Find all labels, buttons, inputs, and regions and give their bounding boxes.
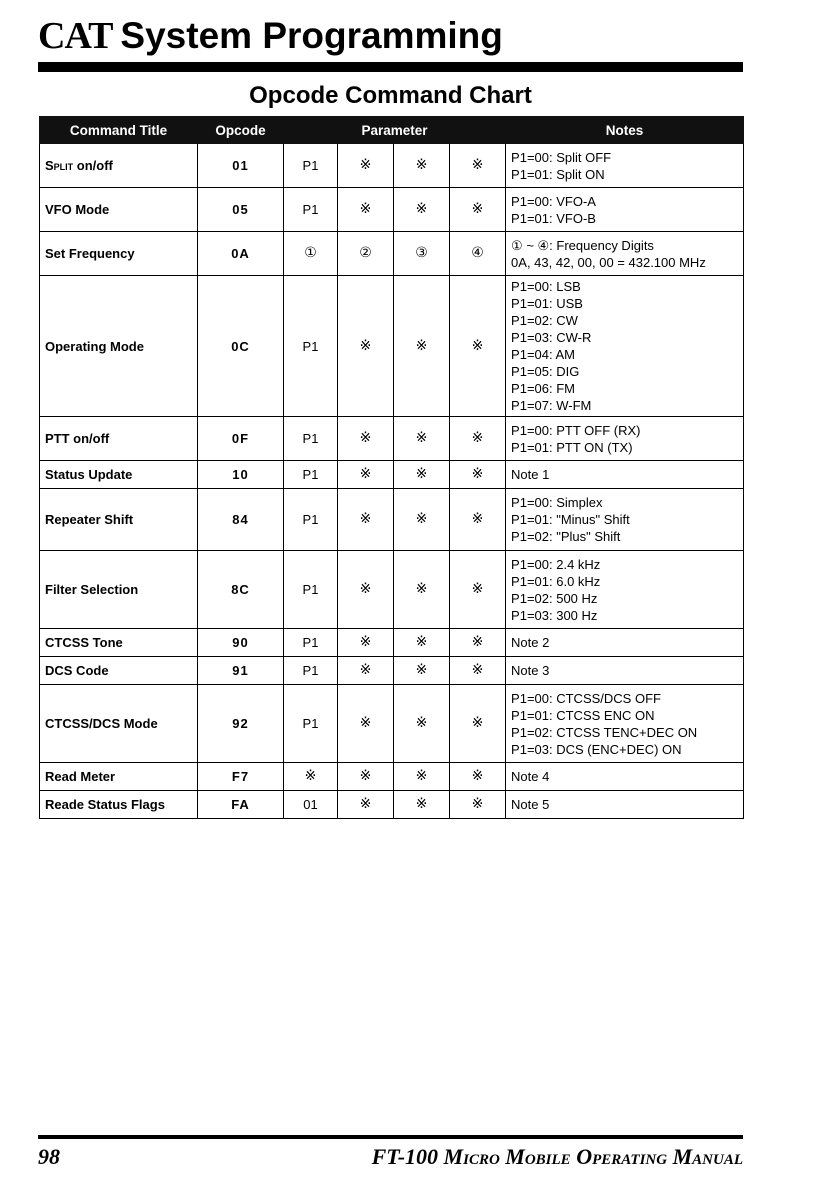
- command-title-text: VFO Mode: [45, 202, 110, 217]
- table-body: [40, 144, 744, 819]
- notes-cell: Note 1: [506, 461, 744, 489]
- notes-cell: ① ~ ④: Frequency Digits 0A, 43, 42, 00, 00 = 432.100 MHz: [506, 232, 744, 276]
- command-title-text: on/off: [73, 158, 113, 173]
- opcode-cell: 10: [198, 461, 284, 489]
- parameter-cell-1: P1: [284, 629, 338, 657]
- notes-cell: P1=00: Simplex P1=01: "Minus" Shift P1=02: "Plus" Shift: [506, 489, 744, 551]
- opcode-cell: F7: [198, 763, 284, 791]
- parameter-cell-2: ※: [338, 276, 394, 417]
- command-title-text: Status Update: [45, 467, 133, 482]
- table-row: [40, 657, 744, 685]
- parameter-cell-3: ※: [394, 629, 450, 657]
- parameter-cell-1: P1: [284, 276, 338, 417]
- command-title-text: CTCSS Tone: [45, 635, 123, 650]
- command-title-text: Repeater Shift: [45, 512, 134, 527]
- command-title-cell: [40, 791, 198, 819]
- parameter-cell-2: ※: [338, 685, 394, 763]
- parameter-cell-3: ※: [394, 188, 450, 232]
- table-row: [40, 276, 744, 417]
- parameter-cell-3: ※: [394, 791, 450, 819]
- table-row: [40, 461, 744, 489]
- notes-cell: Note 4: [506, 763, 744, 791]
- column-header-command-title: Command Title: [40, 117, 198, 144]
- opcode-cell: 0C: [198, 276, 284, 417]
- parameter-cell-1: ※: [284, 763, 338, 791]
- parameter-cell-4: ※: [450, 657, 506, 685]
- command-title-cell: [40, 276, 198, 417]
- command-title-cell: [40, 657, 198, 685]
- parameter-cell-3: ※: [394, 144, 450, 188]
- opcode-command-table: [39, 116, 744, 819]
- manual-title: FT-100 Micro Mobile Operating Manual: [371, 1144, 743, 1169]
- parameter-cell-4: ※: [450, 763, 506, 791]
- table-row: [40, 763, 744, 791]
- table-row: [40, 417, 744, 461]
- command-title-cell: [40, 188, 198, 232]
- parameter-cell-4: ※: [450, 461, 506, 489]
- table-header-row: [40, 117, 744, 144]
- command-title-cell: [40, 461, 198, 489]
- parameter-cell-1: 01: [284, 791, 338, 819]
- parameter-cell-4: ※: [450, 629, 506, 657]
- opcode-cell: 92: [198, 685, 284, 763]
- parameter-cell-4: ※: [450, 489, 506, 551]
- notes-cell: P1=00: Split OFF P1=01: Split ON: [506, 144, 744, 188]
- parameter-cell-3: ※: [394, 276, 450, 417]
- opcode-cell: 0F: [198, 417, 284, 461]
- parameter-cell-1: P1: [284, 685, 338, 763]
- page-title-text: System Programming: [120, 15, 503, 56]
- command-title-cell: [40, 629, 198, 657]
- parameter-cell-1: P1: [284, 551, 338, 629]
- parameter-cell-1: P1: [284, 188, 338, 232]
- parameter-cell-2: ※: [338, 489, 394, 551]
- table-row: [40, 232, 744, 276]
- page-number: 98: [38, 1144, 60, 1169]
- opcode-cell: FA: [198, 791, 284, 819]
- notes-cell: Note 5: [506, 791, 744, 819]
- table-row: [40, 188, 744, 232]
- command-title-text: Filter Selection: [45, 582, 139, 597]
- notes-cell: P1=00: LSB P1=01: USB P1=02: CW P1=03: CW-R P1=04: AM P1=05: DIG P1=06: FM P1=07: W-FM: [506, 276, 744, 417]
- parameter-cell-2: ②: [338, 232, 394, 276]
- parameter-cell-4: ④: [450, 232, 506, 276]
- table-row: [40, 629, 744, 657]
- parameter-cell-2: ※: [338, 791, 394, 819]
- parameter-cell-1: P1: [284, 489, 338, 551]
- header-rule: [38, 62, 743, 72]
- opcode-cell: 0A: [198, 232, 284, 276]
- footer-rule: [38, 1135, 743, 1139]
- notes-cell: Note 3: [506, 657, 744, 685]
- notes-cell: P1=00: PTT OFF (RX) P1=01: PTT ON (TX): [506, 417, 744, 461]
- command-title-text: Set Frequency: [45, 246, 135, 261]
- parameter-cell-1: P1: [284, 461, 338, 489]
- parameter-cell-3: ※: [394, 657, 450, 685]
- opcode-cell: 90: [198, 629, 284, 657]
- column-header-notes: Notes: [506, 117, 744, 144]
- table-row: [40, 685, 744, 763]
- parameter-cell-2: ※: [338, 551, 394, 629]
- command-title-cell: [40, 763, 198, 791]
- command-title-text: PTT on/off: [45, 431, 110, 446]
- table-row: [40, 551, 744, 629]
- table-row: [40, 489, 744, 551]
- parameter-cell-1: ①: [284, 232, 338, 276]
- opcode-cell: 8C: [198, 551, 284, 629]
- parameter-cell-3: ※: [394, 489, 450, 551]
- parameter-cell-1: P1: [284, 417, 338, 461]
- command-title-cell: [40, 551, 198, 629]
- parameter-cell-2: ※: [338, 763, 394, 791]
- parameter-cell-4: ※: [450, 791, 506, 819]
- column-header-opcode: Opcode: [198, 117, 284, 144]
- parameter-cell-2: ※: [338, 657, 394, 685]
- column-header-parameter: Parameter: [284, 117, 506, 144]
- page-title: [38, 14, 743, 58]
- parameter-cell-2: ※: [338, 417, 394, 461]
- parameter-cell-4: ※: [450, 188, 506, 232]
- parameter-cell-1: P1: [284, 657, 338, 685]
- parameter-cell-3: ※: [394, 763, 450, 791]
- parameter-cell-4: ※: [450, 685, 506, 763]
- opcode-cell: 91: [198, 657, 284, 685]
- parameter-cell-3: ※: [394, 551, 450, 629]
- command-title-cell: [40, 417, 198, 461]
- parameter-cell-4: ※: [450, 276, 506, 417]
- parameter-cell-4: ※: [450, 417, 506, 461]
- command-title-cell: [40, 232, 198, 276]
- notes-cell: P1=00: CTCSS/DCS OFF P1=01: CTCSS ENC ON P1=02: CTCSS TENC+DEC ON P1=03: DCS (ENC+DEC) ON: [506, 685, 744, 763]
- command-title-cell: [40, 685, 198, 763]
- command-title-cell: [40, 489, 198, 551]
- table-row: [40, 144, 744, 188]
- command-title-text: Read Meter: [45, 769, 116, 784]
- parameter-cell-2: ※: [338, 629, 394, 657]
- cat-logo: CAT: [38, 15, 113, 57]
- command-title-text: Reade Status Flags: [45, 797, 165, 812]
- opcode-cell: 84: [198, 489, 284, 551]
- opcode-cell: 01: [198, 144, 284, 188]
- parameter-cell-2: ※: [338, 144, 394, 188]
- parameter-cell-3: ③: [394, 232, 450, 276]
- command-title-smallcaps: Split: [45, 158, 74, 173]
- parameter-cell-3: ※: [394, 461, 450, 489]
- parameter-cell-3: ※: [394, 417, 450, 461]
- parameter-cell-4: ※: [450, 551, 506, 629]
- page-header: [38, 14, 743, 58]
- command-title-text: DCS Code: [45, 663, 109, 678]
- chart-title: Opcode Command Chart: [249, 82, 532, 109]
- opcode-cell: 05: [198, 188, 284, 232]
- parameter-cell-2: ※: [338, 461, 394, 489]
- command-title-cell: [40, 144, 198, 188]
- parameter-cell-3: ※: [394, 685, 450, 763]
- notes-cell: Note 2: [506, 629, 744, 657]
- parameter-cell-2: ※: [338, 188, 394, 232]
- command-title-text: CTCSS/DCS Mode: [45, 716, 158, 731]
- parameter-cell-1: P1: [284, 144, 338, 188]
- notes-cell: P1=00: 2.4 kHz P1=01: 6.0 kHz P1=02: 500 Hz P1=03: 300 Hz: [506, 551, 744, 629]
- command-title-text: Operating Mode: [45, 338, 144, 354]
- parameter-cell-4: ※: [450, 144, 506, 188]
- table-row: [40, 791, 744, 819]
- notes-cell: P1=00: VFO-A P1=01: VFO-B: [506, 188, 744, 232]
